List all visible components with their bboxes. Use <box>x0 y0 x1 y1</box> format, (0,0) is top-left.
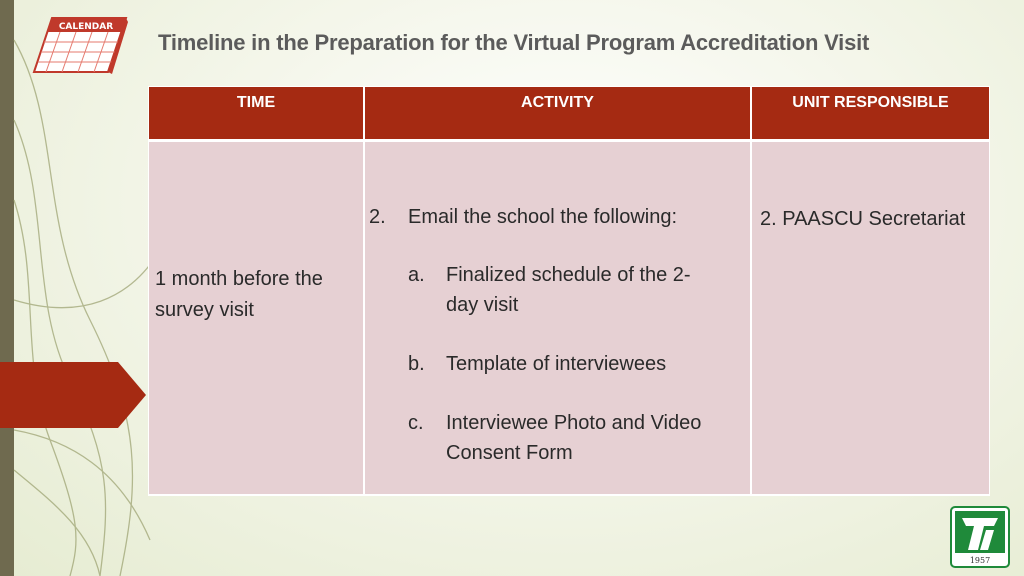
cell-unit-responsible <box>752 142 989 494</box>
calendar-icon-label: CALENDAR <box>58 22 114 32</box>
subitem-text-continued: day visit <box>446 294 519 316</box>
subitem-marker: b. <box>408 353 425 375</box>
red-arrow-tab <box>0 362 146 428</box>
logo-year: 1957 <box>969 556 991 565</box>
subitem-text: Finalized schedule of the 2- <box>446 264 691 286</box>
header-time: TIME <box>149 87 363 139</box>
subitem-text-continued: Consent Form <box>446 442 573 464</box>
subitem-text: Template of interviewees <box>446 353 667 375</box>
cell-time <box>149 142 363 494</box>
header-unit-responsible: UNIT RESPONSIBLE <box>752 87 989 139</box>
subitem-marker: c. <box>408 412 424 434</box>
slide-title: Timeline in the Preparation for the Virtual Program Accreditation Visit <box>158 30 870 55</box>
timeline-table <box>148 86 990 496</box>
time-value: 1 month before the survey visit <box>155 268 323 321</box>
organization-logo-icon <box>950 506 1010 568</box>
subitem-marker: a. <box>408 264 425 286</box>
activity-number: 2. <box>369 206 386 228</box>
header-activity: ACTIVITY <box>365 87 750 139</box>
cell-activity <box>365 142 750 494</box>
activity-text: Email the school the following: <box>408 206 678 228</box>
unit-value: 2. PAASCU Secretariat <box>760 208 966 230</box>
subitem-text: Interviewee Photo and Video <box>446 412 702 434</box>
calendar-icon <box>30 14 130 76</box>
